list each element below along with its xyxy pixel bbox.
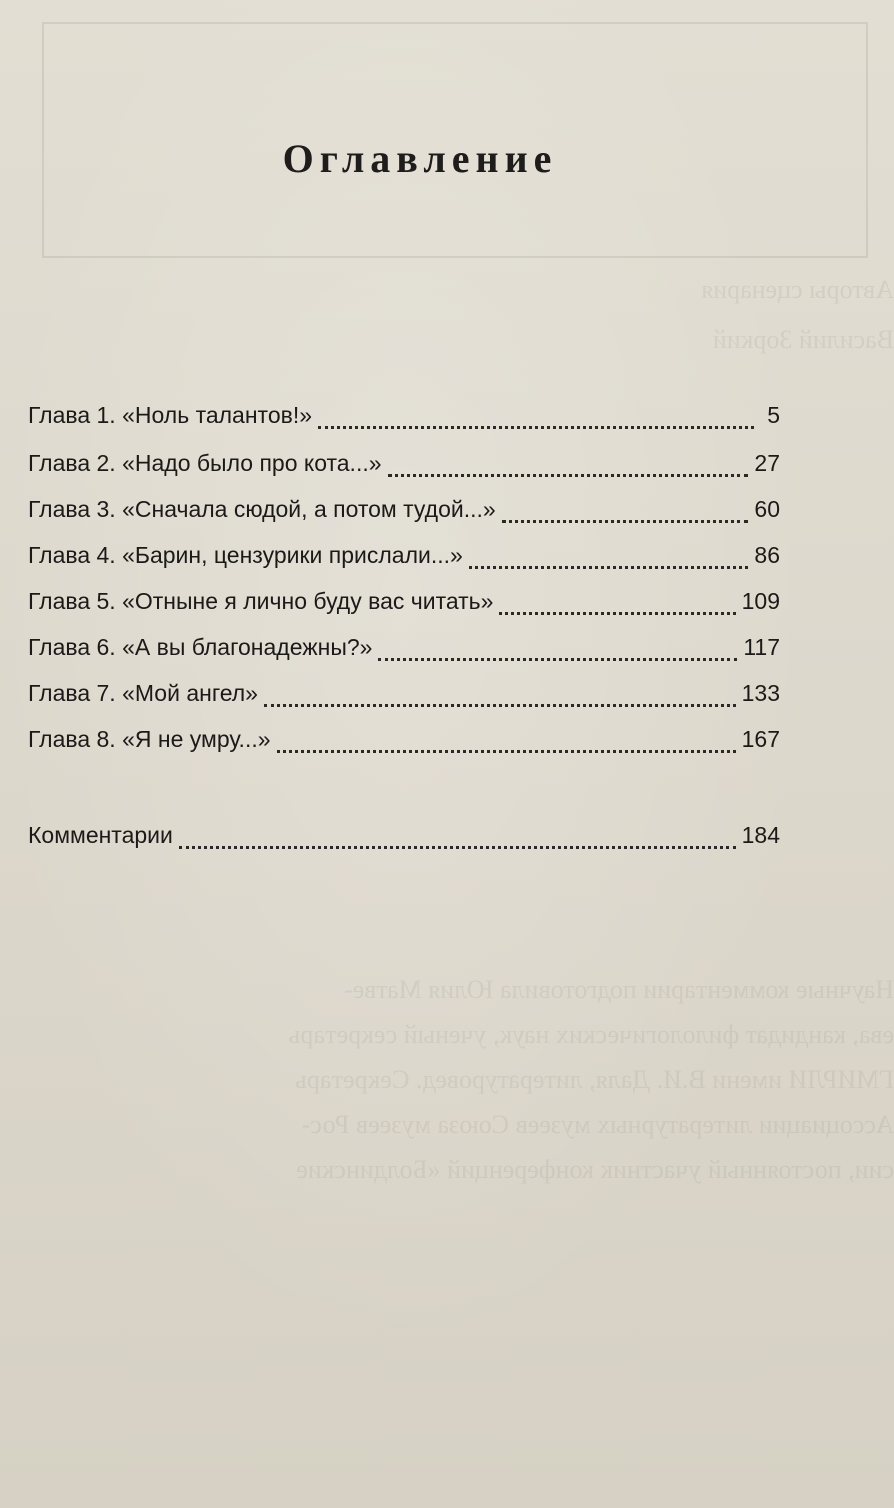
toc-entry-chapter-6[interactable] xyxy=(28,634,780,666)
dot-leader xyxy=(469,560,749,569)
toc-entry-title: Глава 8. «Я не умру...» xyxy=(28,726,271,752)
toc-entry-page: 86 xyxy=(754,542,780,568)
toc-entry-title: Глава 7. «Мой ангел» xyxy=(28,680,258,706)
toc-entry-chapter-1[interactable] xyxy=(28,402,780,434)
toc-entry-page: 27 xyxy=(754,450,780,476)
show-through-text: Научные комментарии подготовила Юлия Матве- xyxy=(344,975,894,1004)
dot-leader xyxy=(318,420,754,429)
toc-entry-title: Глава 3. «Сначала сюдой, а потом тудой...» xyxy=(28,496,496,522)
dot-leader xyxy=(499,606,735,615)
toc-entry-chapter-5[interactable] xyxy=(28,588,780,620)
dot-leader xyxy=(179,840,736,849)
show-through-text: сии, постоянный участник конференций «Болдинские xyxy=(296,1155,894,1184)
toc-entry-title: Глава 1. «Ноль талантов!» xyxy=(28,402,313,428)
dot-leader xyxy=(264,698,736,707)
toc-entry-chapter-2[interactable] xyxy=(28,450,780,482)
toc-entry-chapter-8[interactable] xyxy=(28,726,780,758)
show-through-text: Василий Зоркий xyxy=(712,325,894,354)
toc-entry-page: 60 xyxy=(754,496,780,522)
toc-entry-title: Глава 5. «Отныне я лично буду вас читать» xyxy=(28,588,494,614)
toc-entry-chapter-4[interactable] xyxy=(28,542,780,574)
show-through-text: ева, кандидат филологических наук, ученый секретарь xyxy=(288,1020,894,1049)
show-through-text: Ассоциации литературных музеев Союза музеев Рос- xyxy=(301,1110,894,1139)
dot-leader xyxy=(502,514,749,523)
toc-entry-page: 133 xyxy=(741,680,780,706)
toc-entry-page: 5 xyxy=(767,402,780,428)
toc-entry-title: Комментарии xyxy=(28,822,173,848)
show-through-text: Авторы сценария xyxy=(701,275,894,304)
toc-entry-page: 167 xyxy=(741,726,780,752)
toc-entry-comments[interactable] xyxy=(28,822,780,854)
toc-entry-title: Глава 6. «А вы благонадежны?» xyxy=(28,634,373,660)
dot-leader xyxy=(277,744,736,753)
dot-leader xyxy=(378,652,737,661)
toc-entry-chapter-7[interactable] xyxy=(28,680,780,712)
toc-entry-title: Глава 4. «Барин, цензурики прислали...» xyxy=(28,542,463,568)
toc-entry-chapter-3[interactable] xyxy=(28,496,780,528)
show-through-text: ГМИРЛИ имени В.И. Даля, литературовед. Секретарь xyxy=(295,1065,894,1094)
page-title: Оглавление xyxy=(282,135,558,181)
toc-entry-page: 117 xyxy=(743,634,780,660)
dot-leader xyxy=(388,468,749,477)
toc-entry-title: Глава 2. «Надо было про кота...» xyxy=(28,450,382,476)
toc-entry-page: 109 xyxy=(741,588,780,614)
toc-entry-page: 184 xyxy=(741,822,780,848)
